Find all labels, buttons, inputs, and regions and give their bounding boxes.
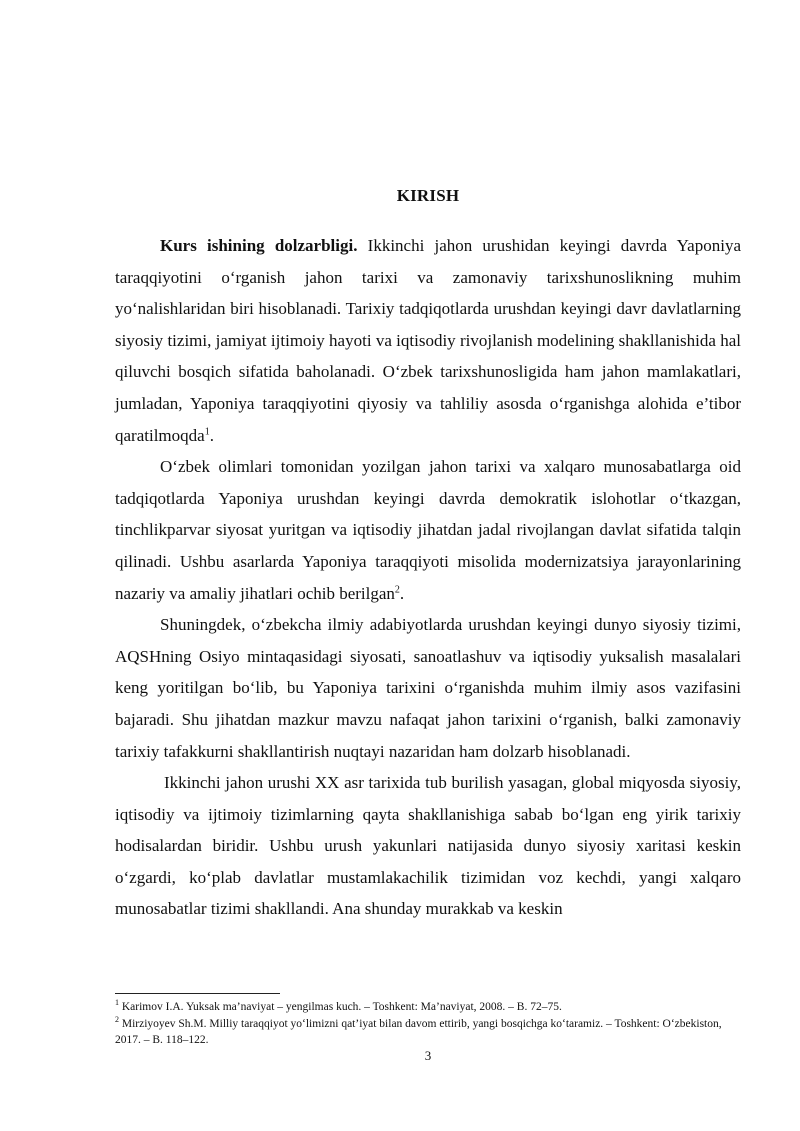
footnote-number: 2: [115, 1014, 119, 1024]
paragraph-uzbek-scholars: [115, 451, 741, 609]
footnote-reference[interactable]: 1: [204, 425, 210, 437]
paragraph-literature: Shuningdek, o‘zbekcha ilmiy adabiyotlarda urushdan keyingi dunyo siyosiy tizimi, AQSHning Osiyo mintaqasidagi siyosati, sanoatlashuv va iqtisodiy yuksalish masalalari keng yoritilgan bo‘lib, bu Yaponiya tarixini o‘rganishda muhim ilmiy asos vazifasini bajaradi. Shu jihatdan mazkur mavzu nafaqat jahon tarixini o‘rganish, balki zamonaviy tarixiy tafakkurni shakllantirish nuqtayi nazaridan ham dolzarb hisoblanadi.: [115, 615, 741, 761]
footnotes: [115, 999, 741, 1049]
paragraph-world-war: Ikkinchi jahon urushi XX asr tarixida tub burilish yasagan, global miqyosda siyosiy, iqtisodiy va ijtimoiy tizimlarning qayta shakllanishiga sabab bo‘lgan eng yirik tarixiy hodisalardan biridir. Ushbu urush yakunlari natijasida dunyo siyosiy xaritasi keskin o‘zgardi, ko‘plab davlatlar mustamlakachilik tizimidan voz kechdi, yangi xalqaro munosabatlar tizimi shakllandi. Ana shunday murakkab va keskin: [115, 773, 741, 919]
footnote-divider: [115, 993, 280, 994]
footnote-item: [115, 999, 741, 1016]
paragraph-lead-heading: Kurs ishining dolzarbligi.: [160, 236, 358, 255]
footnote-item: [115, 1016, 741, 1049]
body-text: [115, 230, 741, 925]
footnote-text: Mirziyoyev Sh.M. Milliy taraqqiyot yo‘limizni qat’iyat bilan davom ettirib, yangi bosqichga ko‘taramiz. – Toshkent: O‘zbekiston, 2017. – B. 118–122.: [115, 1017, 722, 1046]
paragraph-end: .: [209, 425, 214, 445]
footnote-text: Karimov I.A. Yuksak ma’naviyat – yengilmas kuch. – Toshkent: Ma’naviyat, 2008. – B. 72–75.: [119, 1001, 562, 1013]
paragraph-text: Ikkinchi jahon urushidan keyingi davrda Yaponiya taraqqiyotini o‘rganish jahon tarixi va zamonaviy tarixshunoslikning muhim yo‘nalishlaridan biri hisoblanadi. Tarixiy tadqiqotlarda urushdan keyingi davr davlatlarning siyosiy tizimi, jamiyat ijtimoiy hayoti va iqtisodiy rivojlanish modelining shakllanishida hal qiluvchi bosqich sifatida baholanadi. O‘zbek tarixshunosligida ham jahon mamlakatlari, jumladan, Yaponiya taraqqiyotini qiyosiy va tahliliy asosda o‘rganishga alohida e’tibor qaratilmoqda: [115, 236, 741, 445]
page-number: 3: [424, 1048, 432, 1063]
paragraph-relevance: [115, 230, 741, 451]
footnote-number: 1: [115, 998, 119, 1008]
paragraph-end: .: [399, 583, 405, 603]
footnote-reference[interactable]: 2: [394, 583, 400, 595]
section-title: KIRISH: [396, 186, 460, 205]
paragraph-text: O‘zbek olimlari tomonidan yozilgan jahon tarixi va xalqaro munosabatlarga oid tadqiqotlarda Yaponiya urushdan keyingi davrda demokratik islohotlar o‘tkazgan, tinchlikparvar siyosat yuritgan va iqtisodiy jihatdan jadal rivojlangan davlat sifatida talqin qilinadi. Ushbu asarlarda Yaponiya taraqqiyoti misolida modernizatsiya jarayonlarining nazariy va amaliy jihatlari ochib berilgan: [115, 457, 741, 603]
